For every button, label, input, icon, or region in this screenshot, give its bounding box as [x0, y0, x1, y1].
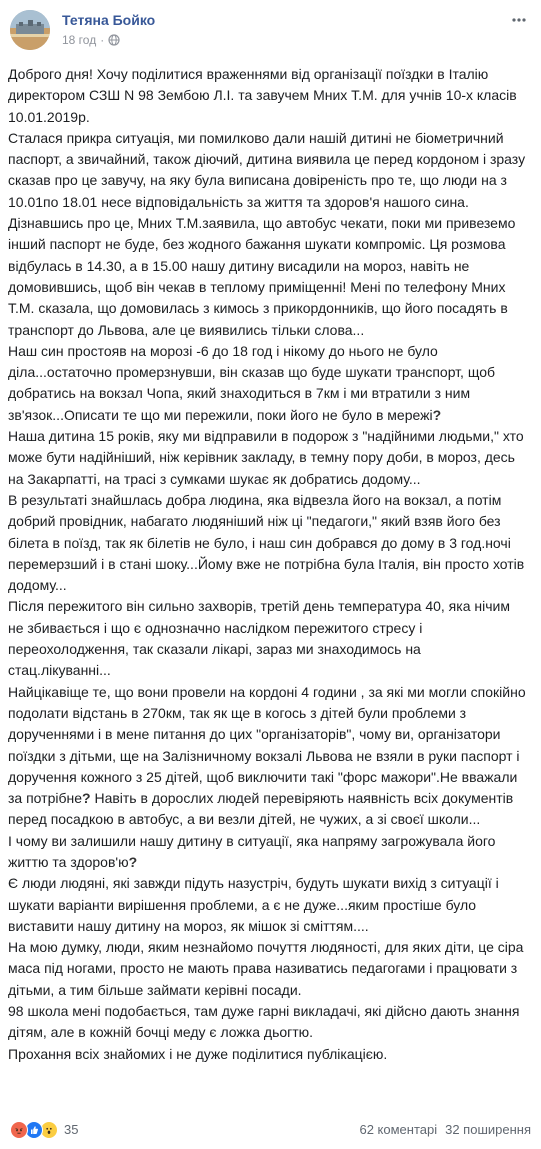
more-options-button[interactable] — [509, 10, 529, 30]
post-text — [8, 64, 526, 1065]
post-paragraph: Є люди людяні, які завжди підуть назустріч, будуть шукати вихід з ситуації і шукати варіанти вирішення проблеми, а є не дуже...яким простіше було виставити нашу дитину на мороз, як мішок зі сміттям.... — [8, 875, 499, 934]
angry-reaction-icon — [10, 1121, 28, 1139]
avatar-image — [10, 10, 50, 50]
post-footer — [0, 1116, 541, 1144]
meta-separator: · — [100, 33, 105, 47]
question-mark-icon: ? — [128, 853, 138, 870]
post-paragraph-text: Навіть в дорослих людей перевіряють наявність всіх документів перед посадкою в автобус, а ви везли дітей, не чужих, а зі своєї школи... — [8, 790, 514, 828]
post-paragraph-text: І чому ви залишили нашу дитину в ситуації, яка напряму загрожувала його життю та здоров'ю — [8, 832, 496, 870]
post-paragraph: На мою думку, люди, яким незнайомо почуття людяності, для яких діти, це сіра маса під ногами, просто не мають права називатись педагогами і працювати з дітьми, а тим більше займати керівні посади. — [8, 939, 524, 998]
footer-stats — [359, 1121, 531, 1139]
post-paragraph: Після пережитого він сильно захворів, третій день температура 40, яка нічим не збивається і що є однозначно наслідком пережитого стресу і переохолодження, так сказали лікарі, зараз ми знаходимось на стац.лікуванні... — [8, 598, 510, 679]
comments-count-link[interactable]: 62 коментарі — [359, 1122, 438, 1137]
more-options-icon — [511, 12, 527, 28]
post-paragraph-with-question — [8, 831, 526, 874]
post-paragraph: 98 школа мені подобається, там дуже гарні викладачі, які дійсно дають знання дітям, але в кожній бочці меду є ложка дьогтю. — [8, 1003, 520, 1041]
shares-count-link[interactable]: 32 поширення — [445, 1122, 531, 1137]
post-paragraph-text: Наш син простояв на морозі -6 до 18 год і нікому до нього не було діла...остаточно промерзнувши, він сказав що буде шукати транспорт, щоб добратись на вокзал Чопа, який знаходиться в 7км і ми втратили з ним зв'язок...Описати те що ми пережили, поки його не було в мережі — [8, 342, 495, 423]
reactions-summary[interactable] — [10, 1121, 78, 1139]
post-paragraph: Сталася прикра ситуація, ми помилково дали нашій дитині не біометричний паспорт, а звичайний, також діючий, дитина виявила це перед кордоном і зразу сказав про це завучу, на яку була виписана довіреність про те, що люди на з 10.01по 18.01 несе відповідальність за життя та здоров'я нашого сина. Дізнавшись про це, Мних Т.М.заявила, що автобус чекати, поки ми привеземо інший паспорт не буде, без жодного бажання шукати компроміс. Ця розмова відбулась в 14.30, а в 15.00 нашу дитину висадили на мороз, навіть не домовившись, щоб він чекав в теплому приміщенні! Мені по телефону Мних Т.М. сказала, що домовилась з кимось з прикордонників, що його посадять в транспорт до Львова, але це виявились тільки слова... — [8, 129, 526, 338]
post-paragraph: Прохання всіх знайомих і не дуже поділитися публікацією. — [8, 1045, 388, 1062]
reaction-count[interactable]: 35 — [64, 1122, 79, 1137]
post-time[interactable]: 18 год — [62, 33, 97, 47]
question-mark-icon: ? — [432, 406, 442, 423]
post-paragraph-with-question — [8, 682, 526, 831]
post-paragraph: Наша дитина 15 років, яку ми відправили в подорож з "надійними людьми," хто може бути надійніший, ніж керівник закладу, в темну пору доби, в мороз, десь на Закарпатті, на трасі з сумками шукає як добратись додому... — [8, 428, 524, 487]
post-paragraph: Доброго дня! Хочу поділитися враженнями від організації поїздки в Італію директором СЗШ N 98 Зембою Л.І. та завучем Мних Т.М. для учнів 10-х класів 10.01.2019р. — [8, 66, 517, 125]
globe-icon[interactable] — [108, 34, 120, 46]
question-mark-icon: ? — [82, 790, 91, 807]
author-name[interactable]: Тетяна Бойко — [62, 12, 156, 28]
post-paragraph-with-question — [8, 341, 526, 426]
post-paragraph-text: Найцікавіще те, що вони провели на кордоні 4 години , за які ми могли спокійно подолати відстань в 270км, так як ще в когось з дітей були проблеми з дорученнями і в мене питання до цих "організаторів", чому ви, організатори поїздки з дітьми, ще на Залізничному вокзалі Львова не взяли в руки паспорт і доручення кожного з 25 дітей, щоб виключити такі "форс мажори".Не вважали за потрібне — [8, 683, 526, 807]
post-meta — [62, 32, 120, 48]
avatar[interactable] — [10, 10, 50, 50]
post-header — [0, 0, 541, 56]
post-paragraph: В результаті знайшлась добра людина, яка відвезла його на вокзал, а потім добрий провідник, набагато людяніший ніж ці "педагоги," який взяв його без білета в поїзд, так як білетів не було, і наш син добрався до дому в 3 год.ночі перемерзший і в стані шоку...Йому вже не потрібна була Італія, він просто хотів додому... — [8, 491, 525, 594]
